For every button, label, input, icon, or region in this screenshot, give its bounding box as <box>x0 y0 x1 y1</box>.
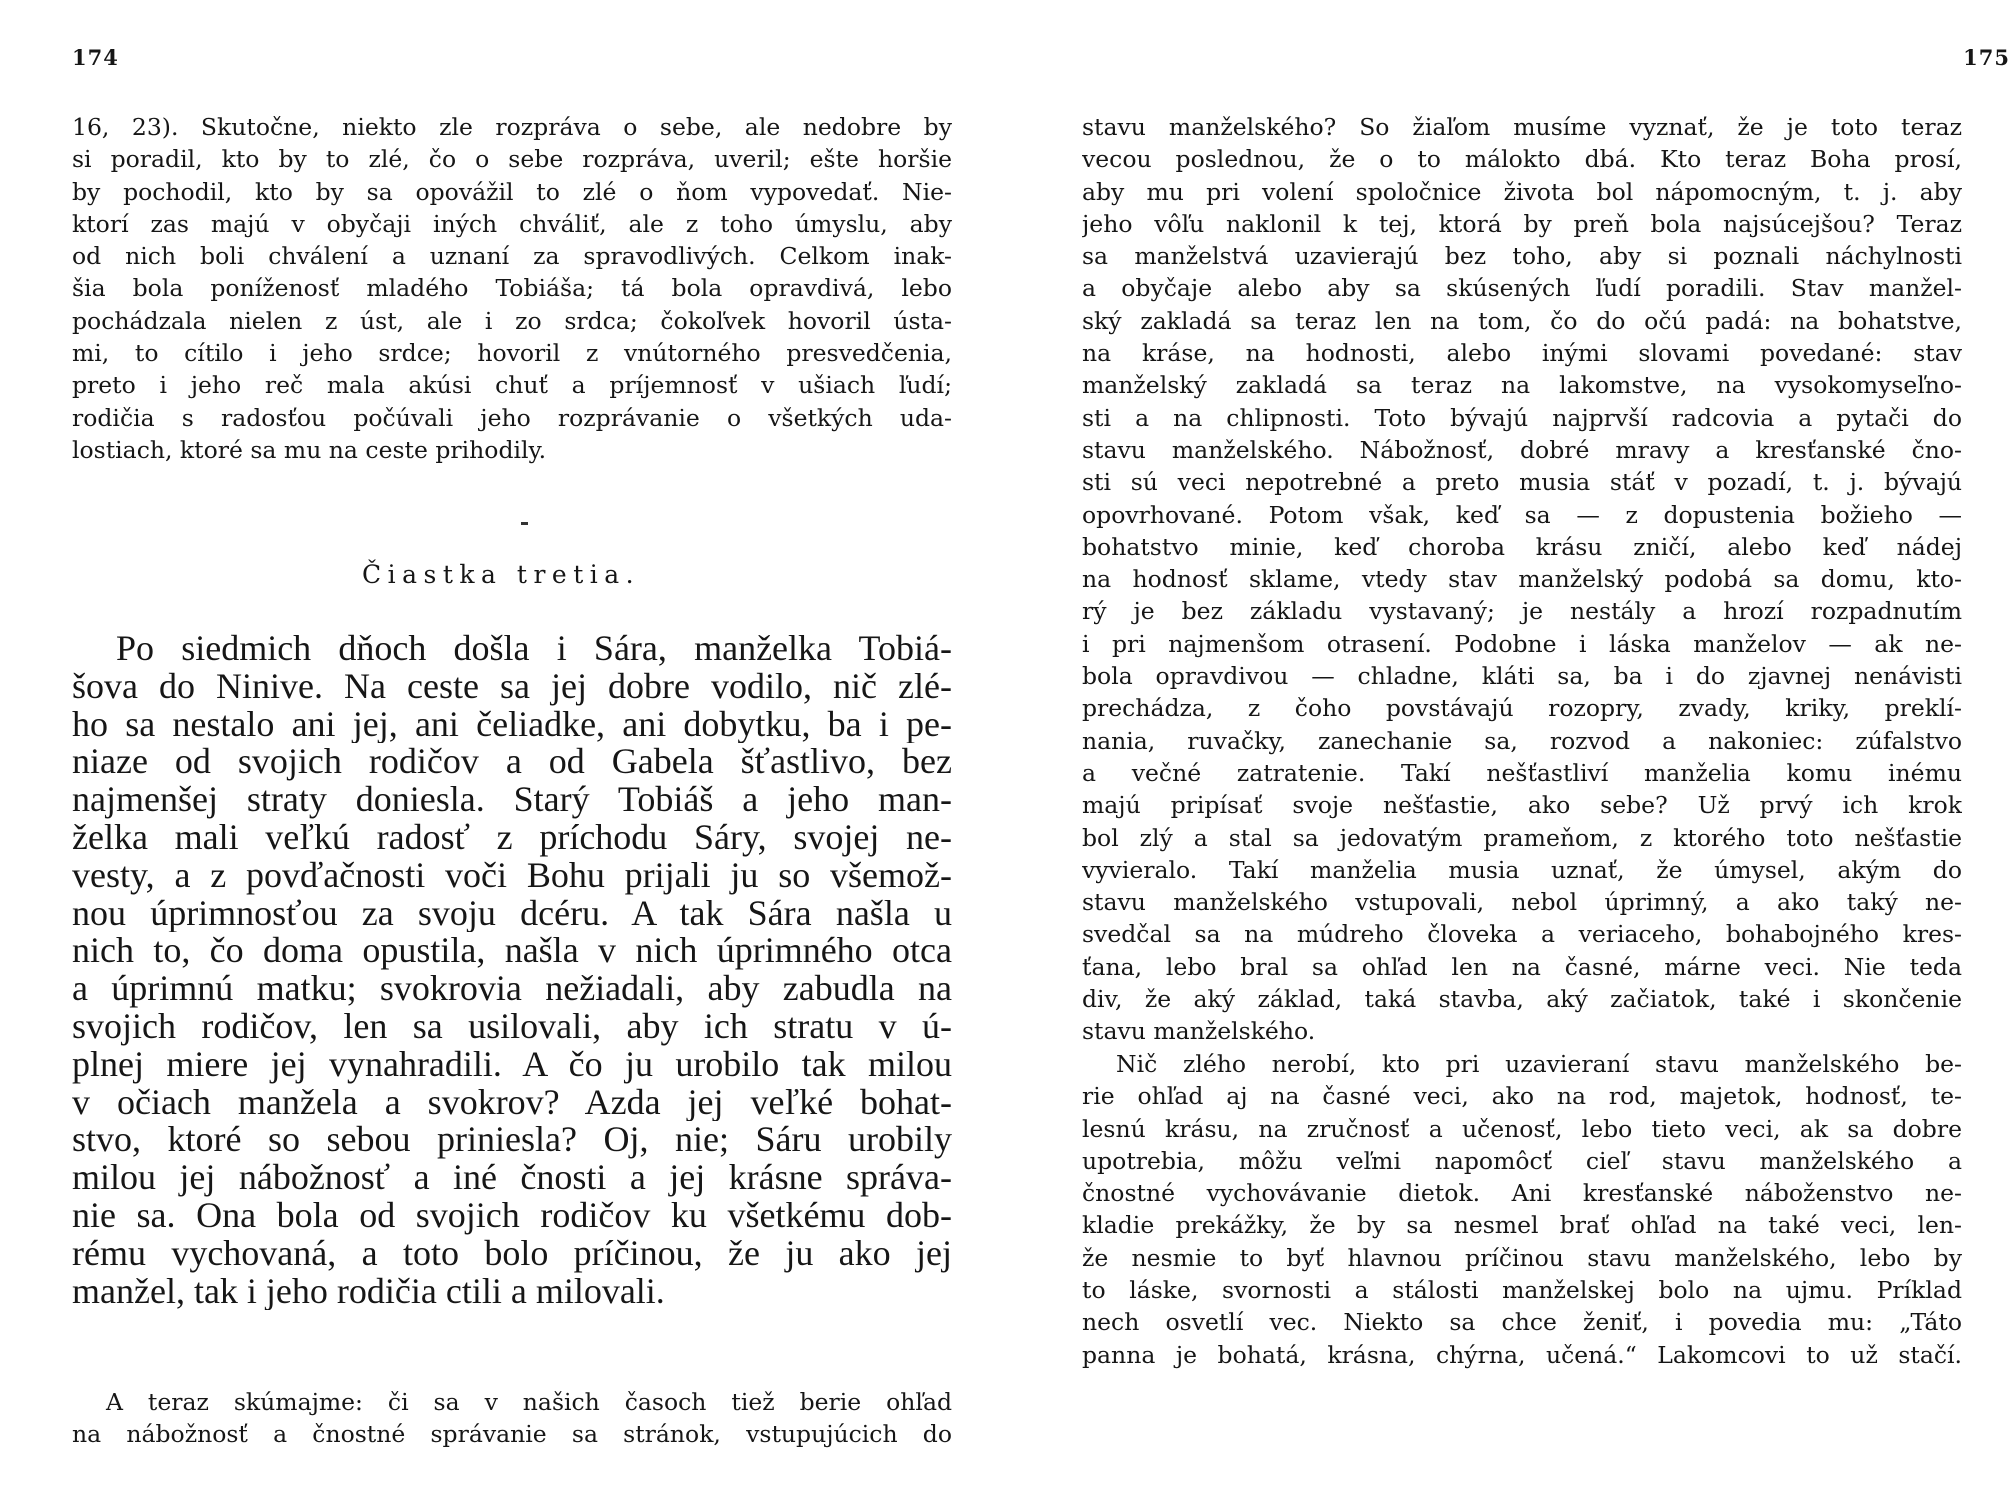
text-line: si poradil, kto by to zlé, čo o sebe rozpráva, uveril; ešte horšie <box>72 145 952 174</box>
text-line: nech osvetlí vec. Niekto sa chce ženiť, i povedia mu: „Táto <box>1082 1308 1962 1337</box>
text-line: lostiach, ktoré sa mu na ceste prihodily. <box>72 435 547 464</box>
left-closing-text <box>72 1386 952 1451</box>
text-line: vesty, a z povďačnosti voči Bohu prijali ju so všemož- <box>72 856 952 895</box>
text-line: manžel, tak i jeho rodičia ctili a milovali. <box>72 1272 665 1311</box>
text-line: od nich boli chválení a uznaní za spravodlivých. Celkom inak- <box>72 242 952 271</box>
text-line: panna je bohatá, krásna, chýrna, učená.“ Lakomcovi to už stačí. <box>1082 1340 1962 1369</box>
text-line: rému vychovaná, a toto bolo príčinou, že ju ako jej <box>72 1234 952 1273</box>
text-line: stavu manželského. Nábožnosť, dobré mravy a kresťanské čno- <box>1082 435 1962 464</box>
text-line: ktorí zas majú v obyčaji iných chváliť, ale z toho úmyslu, aby <box>72 209 952 238</box>
text-line: ťana, lebo bral sa ohľad len na časné, márne veci. Nie teda <box>1082 952 1962 981</box>
text-line: kladie prekážky, že by sa nesmel brať ohľad na také veci, len- <box>1082 1211 1962 1240</box>
page-number-left: 174 <box>72 45 119 70</box>
text-line: vecou poslednou, že o to málokto dbá. Kto teraz Boha prosí, <box>1082 145 1962 174</box>
page-number-right: 175 <box>1963 45 2010 70</box>
text-line: stavu manželského. <box>1082 1017 1316 1046</box>
text-line: rie ohľad aj na časné veci, ako na rod, majetok, hodnosť, te- <box>1082 1082 1962 1111</box>
text-line: sa manželstvá uzavierajú bez toho, aby si poznali náchylnosti <box>1082 242 1962 271</box>
text-line: A teraz skúmajme: či sa v našich časoch tiež berie ohľad <box>106 1388 952 1416</box>
text-line: na nábožnosť a čnostné správanie sa stránok, vstupujúcich do <box>72 1420 952 1449</box>
text-line: pochádzala nielen z úst, ale i zo srdca; čokoľvek hovoril ústa- <box>72 306 952 335</box>
text-line: šova do Ninive. Na ceste sa jej dobre vodilo, nič zlé- <box>72 667 952 706</box>
text-line: stavu manželského vstupovali, nebol úprimný, a ako taký ne- <box>1082 888 1962 917</box>
text-line: opovrhované. Potom však, keď sa — z dopustenia božieho — <box>1082 500 1962 529</box>
text-line: rodičia s radosťou počúvali jeho rozprávanie o všetkých uda- <box>72 403 952 432</box>
section-divider <box>521 522 528 525</box>
text-line: na kráse, na hodnosti, alebo inými slovami povedané: stav <box>1082 339 1962 368</box>
text-line: bol zlý a stal sa jedovatým prameňom, z ktorého toto nešťastie <box>1082 823 1962 852</box>
text-line: Po siedmich dňoch došla i Sára, manželka Tobiá- <box>116 630 952 668</box>
text-line: lesnú krásu, na zručnosť a učenosť, lebo tieto veci, ak sa dobre <box>1082 1114 1962 1143</box>
text-line: svedčal sa na múdreho človeka a veriaceho, bohabojného kres- <box>1082 920 1962 949</box>
text-line: nania, ruvačky, zanechanie sa, rozvod a nakoniec: zúfalstvo <box>1082 726 1962 755</box>
text-line: sti a na chlipnosti. Toto bývajú najprvší radcovia a pytači do <box>1082 403 1962 432</box>
text-line: na hodnosť sklame, vtedy stav manželský podobá sa domu, kto- <box>1082 565 1962 594</box>
text-line: aby mu pri volení spoločnice života bol nápomocným, t. j. aby <box>1082 177 1962 206</box>
text-line: a úprimnú matku; svokrovia nežiadali, aby zabudla na <box>72 970 952 1008</box>
right-paragraph-one <box>1082 111 1962 1048</box>
text-line: a večné zatratenie. Takí nešťastliví manželia komu inému <box>1082 758 1962 787</box>
section-heading: Čiastka tretia. <box>362 560 641 589</box>
text-line: stvo, ktoré so sebou priniesla? Oj, nie; Sáru urobily <box>72 1121 952 1160</box>
text-line: nie sa. Ona bola od svojich rodičov ku všetkému dob- <box>72 1196 952 1235</box>
text-line: najmenšej straty doniesla. Starý Tobiáš a jeho man- <box>72 781 952 819</box>
text-line: bola opravdivou — chladne, kláti sa, ba i do zjavnej nenávisti <box>1082 662 1962 691</box>
text-line: stavu manželského? So žiaľom musíme vyznať, že je toto teraz <box>1082 113 1962 141</box>
text-line: Nič zlého nerobí, kto pri uzavieraní stavu manželského be- <box>1116 1050 1962 1078</box>
text-line: i pri najmenšom otrasení. Podobne i láska manželov — ak ne- <box>1082 629 1962 658</box>
text-line: niaze od svojich rodičov a od Gabela šťastlivo, bez <box>72 743 952 782</box>
chapter-opening-text <box>72 630 952 1310</box>
right-page <box>1006 0 2012 1500</box>
text-line: želka mali veľkú radosť z príchodu Sáry, svojej ne- <box>72 818 952 857</box>
left-intro-text <box>72 111 952 466</box>
text-line: nou úprimnosťou za svoju dcéru. A tak Sára našla u <box>72 894 952 933</box>
text-line: by pochodil, kto by sa opovážil to zlé o ňom vypovedať. Nie- <box>72 177 952 206</box>
text-line: div, že aký základ, taká stavba, aký začiatok, také i skončenie <box>1082 985 1962 1014</box>
text-line: bohatstvo minie, keď choroba krásu zničí, alebo keď nádej <box>1082 532 1962 561</box>
text-line: a obyčaje alebo aby sa skúsených ľudí poradili. Stav manžel- <box>1082 274 1962 303</box>
text-line: šia bola poníženosť mladého Tobiáša; tá bola opravdivá, lebo <box>72 274 952 303</box>
text-line: to láske, svornosti a stálosti manželskej bolo na ujmu. Príklad <box>1082 1276 1962 1305</box>
text-line: v očiach manžela a svokrov? Azda jej veľké bohat- <box>72 1083 952 1122</box>
text-line: čnostné vychovávanie dietok. Ani kresťanské náboženstvo ne- <box>1082 1179 1962 1208</box>
text-line: prechádza, z čoho povstávajú rozopry, zvady, kriky, preklí- <box>1082 694 1962 723</box>
text-line: vyvieralo. Takí manželia musia uznať, že úmysel, akým do <box>1082 855 1962 884</box>
text-line: plnej miere jej vynahradili. A čo ju urobilo tak milou <box>72 1045 952 1084</box>
text-line: majú pripísať svoje nešťastie, ako sebe? Už prvý ich krok <box>1082 791 1962 820</box>
text-line: ský zakladá sa teraz len na tom, čo do očú padá: na bohatstve, <box>1082 306 1962 335</box>
text-line: sti sú veci nepotrebné a preto musia stáť v pozadí, t. j. bývajú <box>1082 468 1962 497</box>
text-line: upotrebia, môžu veľmi napomôcť cieľ stavu manželského a <box>1082 1146 1962 1175</box>
text-line: jeho vôľu naklonil k tej, ktorá by preň bola najsúcejšou? Teraz <box>1082 209 1962 238</box>
right-paragraph-two <box>1082 1048 1962 1371</box>
text-line: ho sa nestalo ani jej, ani čeliadke, ani dobytku, ba i pe- <box>72 705 952 744</box>
text-line: rý je bez základu vystavaný; je nestály a hrozí rozpadnutím <box>1082 597 1962 626</box>
text-line: mi, to cítilo i jeho srdce; hovoril z vnútorného presvedčenia, <box>72 339 952 368</box>
text-line: svojich rodičov, len sa usilovali, aby ich stratu v ú- <box>72 1007 952 1046</box>
text-line: 16, 23). Skutočne, niekto zle rozpráva o sebe, ale nedobre by <box>72 113 952 141</box>
text-line: milou jej nábožnosť a iné čnosti a jej krásne správa- <box>72 1159 952 1197</box>
text-line: preto i jeho reč mala akúsi chuť a príjemnosť v ušiach ľudí; <box>72 371 952 400</box>
text-line: že nesmie to byť hlavnou príčinou stavu manželského, lebo by <box>1082 1243 1962 1272</box>
text-line: nich to, čo doma opustila, našla v nich úprimného otca <box>72 932 952 971</box>
text-line: manželský zakladá sa teraz na lakomstve, na vysokomyseľno- <box>1082 371 1962 400</box>
